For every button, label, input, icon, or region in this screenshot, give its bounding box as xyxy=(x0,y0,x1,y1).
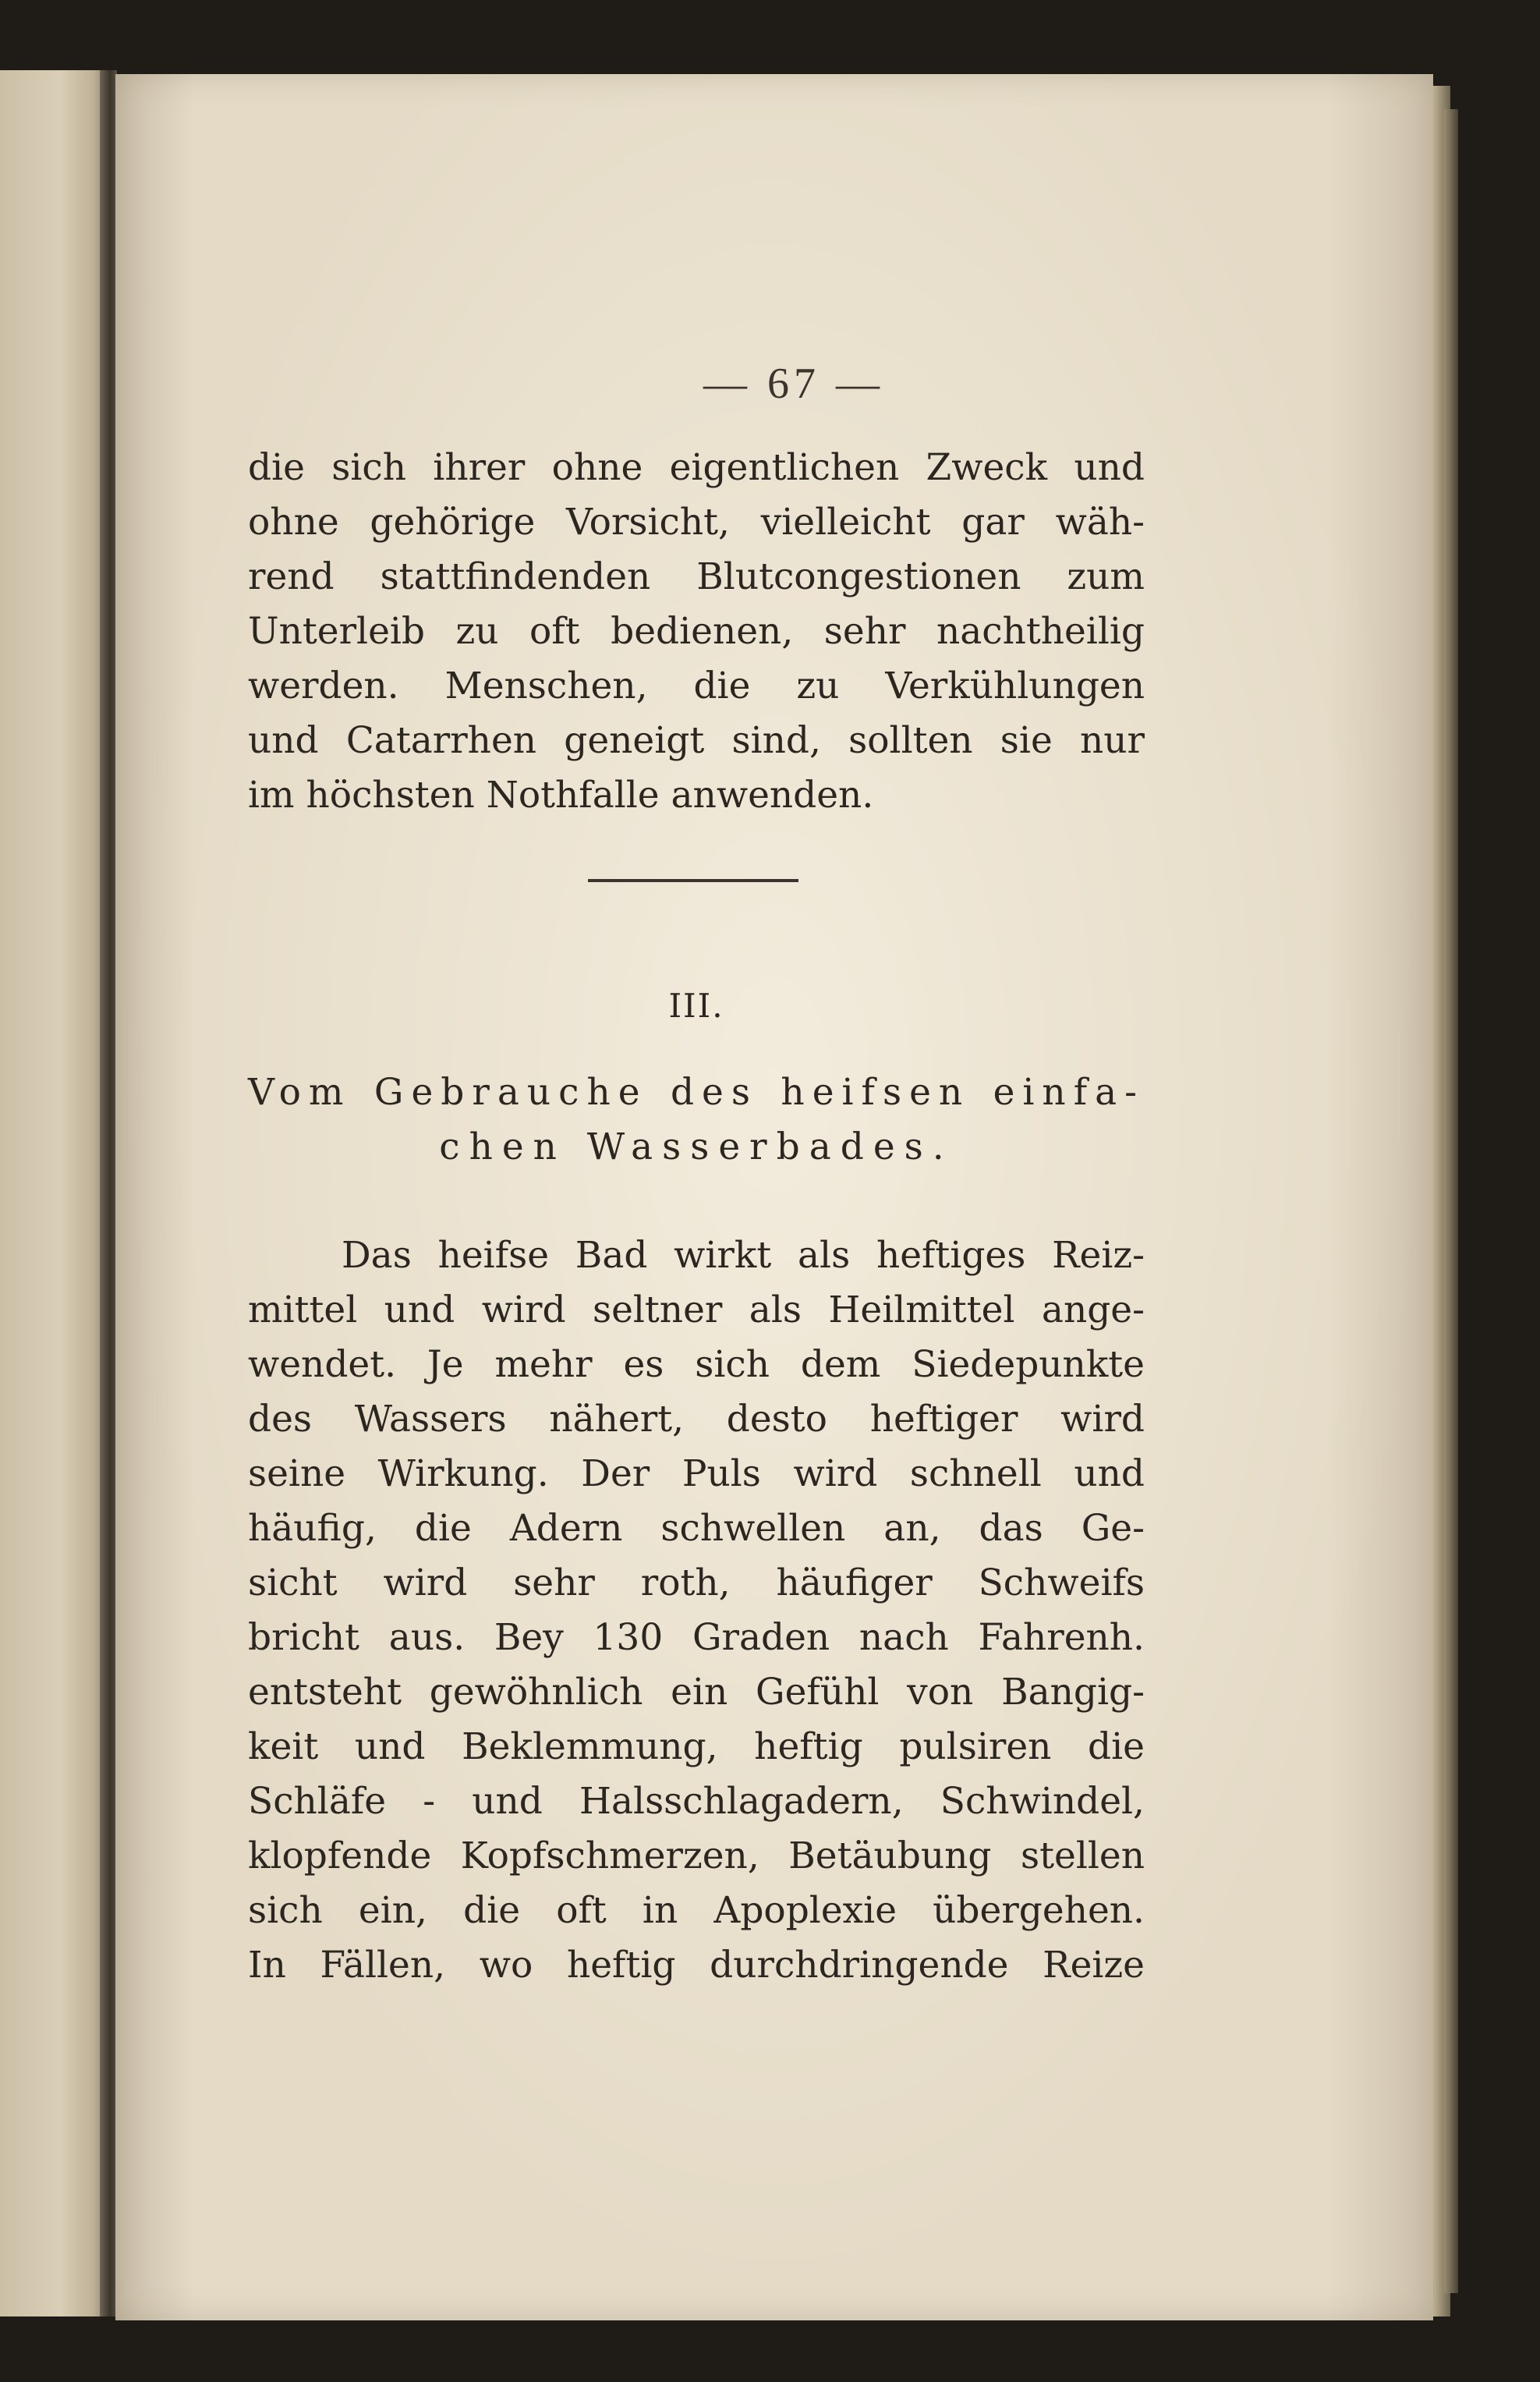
text-line: die sich ihrer ohne eigentlichen Zweck und xyxy=(248,446,1145,489)
text-line: entsteht gewöhnlich ein Gefühl von Bangig- xyxy=(248,1671,1145,1714)
text-line: klopfende Kopfschmerzen, Betäubung stellen xyxy=(248,1834,1145,1877)
text-line: wendet. Je mehr es sich dem Siedepunkte xyxy=(248,1343,1145,1386)
left-page-edge xyxy=(0,70,109,2316)
text-line: sicht wird sehr roth, häufiger Schweifs xyxy=(248,1561,1145,1604)
page-number: — 67 — xyxy=(703,360,884,408)
text-line: und Catarrhen geneigt sind, sollten sie nur xyxy=(248,719,1145,762)
paragraph-2 xyxy=(248,1228,1145,1993)
text-line: im höchsten Nothfalle anwenden. xyxy=(248,774,874,817)
text-line: Unterleib zu oft bedienen, sehr nachtheilig xyxy=(248,610,1145,653)
text-line: seine Wirkung. Der Puls wird schnell und xyxy=(248,1452,1145,1495)
book-page xyxy=(115,74,1433,2320)
text-line: Schläfe - und Halsschlagadern, Schwindel, xyxy=(248,1780,1145,1823)
text-line: des Wassers nähert, desto heftiger wird xyxy=(248,1398,1145,1441)
section-number: III. xyxy=(668,987,724,1025)
text-line: Das heifse Bad wirkt als heftiges Reiz- xyxy=(342,1234,1145,1277)
text-line: häufig, die Adern schwellen an, das Ge- xyxy=(248,1507,1145,1550)
text-line: werden. Menschen, die zu Verkühlungen xyxy=(248,665,1145,707)
section-divider xyxy=(588,879,798,882)
text-line: sich ein, die oft in Apoplexie übergehen. xyxy=(248,1889,1145,1932)
text-line: rend stattfindenden Blutcongestionen zum xyxy=(248,555,1145,598)
section-heading-line-2: chen Wasserbades. xyxy=(439,1125,954,1168)
section-heading-line-1: Vom Gebrauche des heifsen einfa- xyxy=(248,1071,1145,1114)
text-line: bricht aus. Bey 130 Graden nach Fahrenh. xyxy=(248,1616,1145,1659)
cover-edge xyxy=(1444,109,1458,2293)
paragraph-1 xyxy=(248,441,1145,823)
text-line: mittel und wird seltner als Heilmittel ange- xyxy=(248,1288,1145,1331)
text-line: In Fällen, wo heftig durchdringende Reize xyxy=(248,1944,1145,1987)
text-line: keit und Beklemmung, heftig pulsiren die xyxy=(248,1725,1145,1768)
book-gutter xyxy=(100,70,117,2316)
text-line: ohne gehörige Vorsicht, vielleicht gar wäh- xyxy=(248,501,1145,544)
